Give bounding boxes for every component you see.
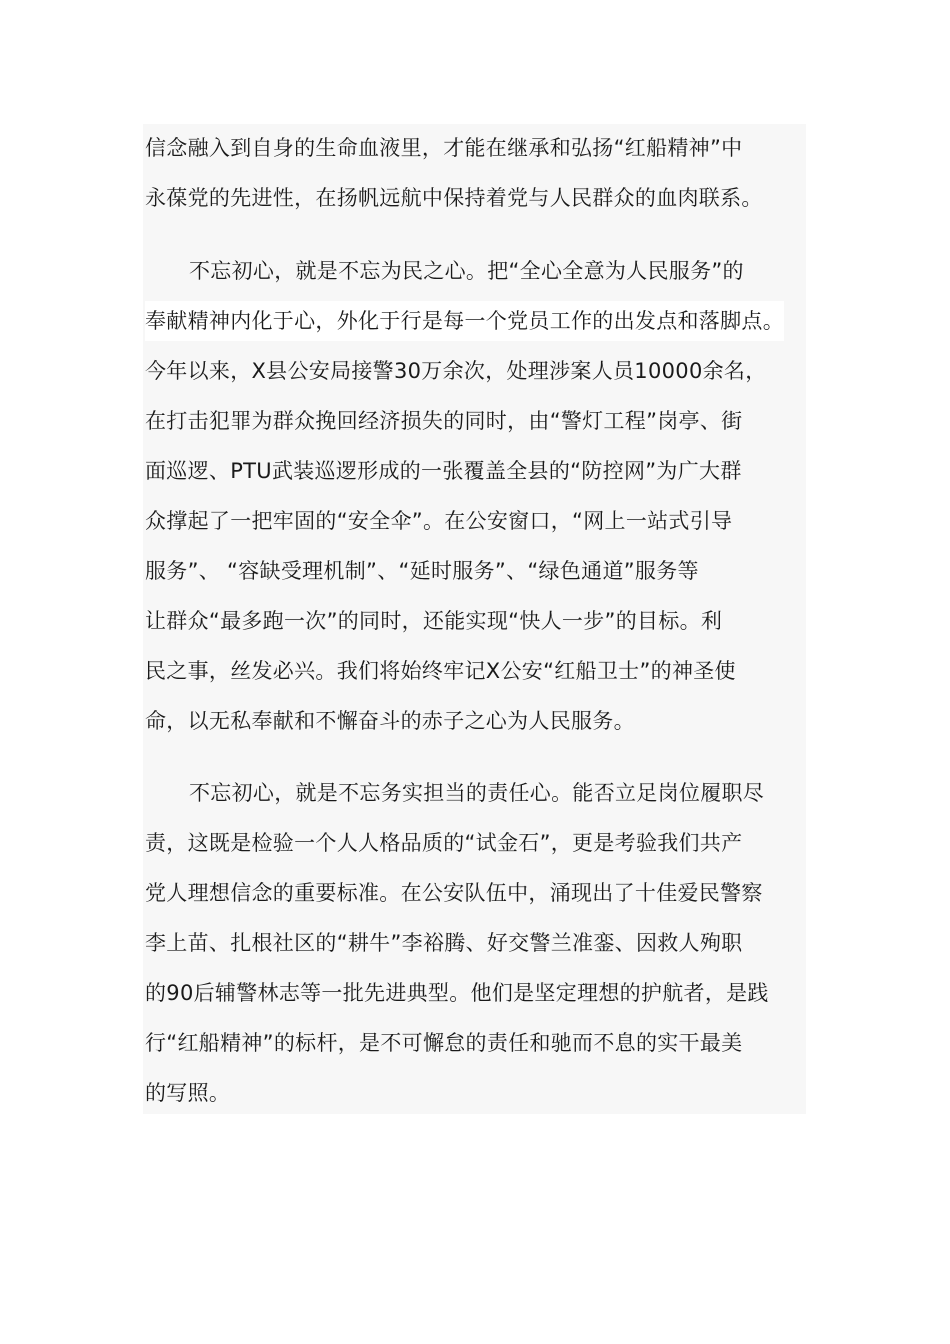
paragraph-line: 行“红船精神”的标杆，是不可懈怠的责任和驰而不息的实干最美 — [145, 1031, 743, 1055]
paragraph-line: 面巡逻、PTU武装巡逻形成的一张覆盖全县的“防控网”为广大群 — [145, 459, 742, 483]
paragraph-line: 服务”、 “容缺受理机制”、“延时服务”、“绿色通道”服务等 — [145, 559, 699, 583]
paragraph-line: 李上苗、扎根社区的“耕牛”李裕腾、好交警兰准銮、因救人殉职 — [145, 931, 743, 955]
paragraph-line: 党人理想信念的重要标准。在公安队伍中，涌现出了十佳爱民警察 — [145, 881, 763, 905]
paragraph-line: 不忘初心，就是不忘务实担当的责任心。能否立足岗位履职尽 — [189, 781, 765, 805]
paragraph-line: 命，以无私奉献和不懈奋斗的赤子之心为人民服务。 — [145, 709, 635, 733]
paragraph-line: 今年以来，X县公安局接警30万余次，处理涉案人员10000余名， — [145, 359, 767, 383]
paragraph-line: 责，这既是检验一个人人格品质的“试金石”，更是考验我们共产 — [145, 831, 743, 855]
paragraph-line: 信念融入到自身的生命血液里，才能在继承和弘扬“红船精神”中 — [145, 136, 743, 160]
paragraph-line: 让群众“最多跑一次”的同时，还能实现“快人一步”的目标。利 — [145, 609, 723, 633]
paragraph-line: 在打击犯罪为群众挽回经济损失的同时，由“警灯工程”岗亭、街 — [145, 409, 743, 433]
paragraph-line: 不忘初心，就是不忘为民之心。把“全心全意为人民服务”的 — [189, 259, 744, 283]
paragraph-line: 的90后辅警林志等一批先进典型。他们是坚定理想的护航者，是践 — [145, 981, 769, 1005]
paragraph-line: 众撑起了一把牢固的“安全伞”。在公安窗口，“网上一站式引导 — [145, 509, 733, 533]
paragraph-line: 民之事，丝发必兴。我们将始终牢记X公安“红船卫士”的神圣使 — [145, 659, 736, 683]
paragraph-line: 的写照。 — [145, 1081, 231, 1105]
paragraph-line: 奉献精神内化于心，外化于行是每一个党员工作的出发点和落脚点。 — [145, 301, 784, 341]
paragraph-line: 永葆党的先进性，在扬帆远航中保持着党与人民群众的血肉联系。 — [145, 186, 763, 210]
